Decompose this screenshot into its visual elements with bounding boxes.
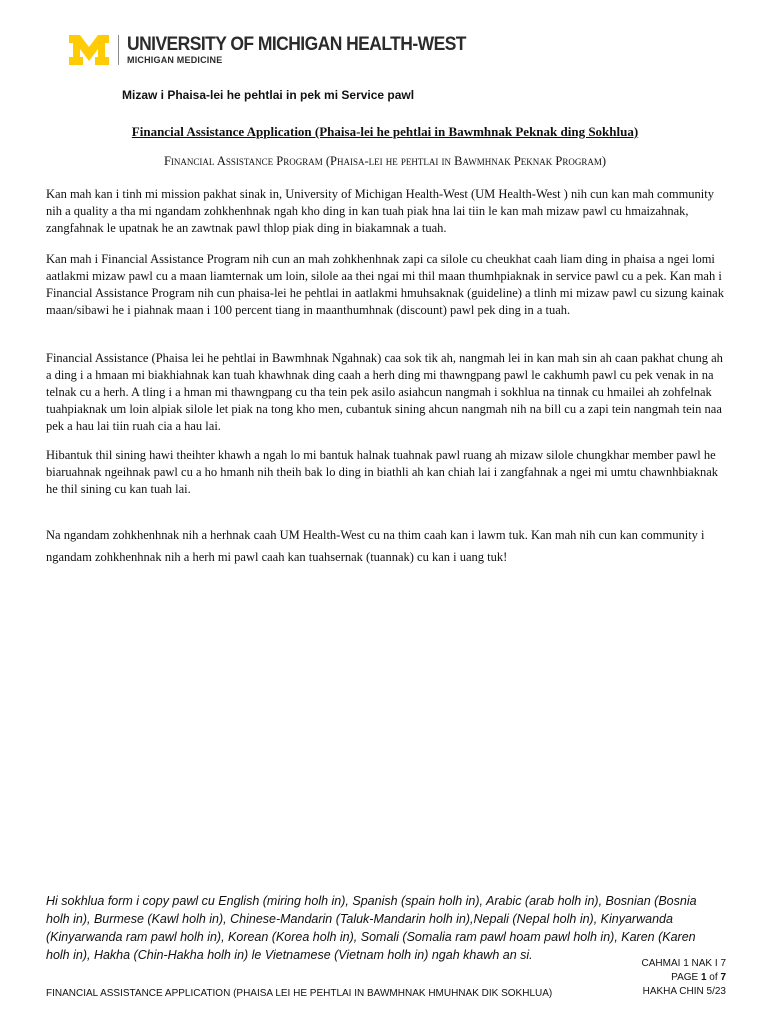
- logo-text: [127, 35, 495, 66]
- page-prefix: PAGE: [671, 972, 701, 983]
- university-logo: [68, 32, 495, 68]
- page-current: 1: [700, 972, 707, 983]
- block-m-logo-icon: [68, 34, 110, 66]
- footer-title: FINANCIAL ASSISTANCE APPLICATION (PHAISA LEI HE PEHTLAI IN BAWMHNAK HMUHNAK DIK SOKHLUA): [46, 988, 553, 999]
- page-total: 7: [720, 972, 726, 983]
- language-availability-note: Hi sokhlua form i copy pawl cu English (miring holh in), Spanish (spain holh in), Arabic (arab holh in), Bosnian (Bosnia holh in), Burmese (Kawl holh in), Chinese-Mandarin (Taluk-Mandarin holh in),Nepali (Nepal holh in), Kinyarwanda (Kinyarwanda ram pawl holh in), Korean (Korea holh in), Somali (Somalia ram pawl hoam pawl holh in), Karen (Karen holh in), Hakha (Chin-Hakha holh in) le Vietnamese (Vietnam holh in) ngah khawh an si.: [46, 894, 697, 962]
- paragraph-mission: Kan mah kan i tinh mi mission pakhat sinak in, University of Michigan Health-West (UM Health-West ) nih cun kan mah community nih a quality a tha mi ngandam zohkhenhnak ngah kho ding in kan tuah piak hna lai tiin le kan mah mizaw pawl cu hmaizahnak, zangfahnak le upatnak he an zawtnak pawl thlop piak ding in biakamnak a tuah.: [46, 187, 714, 235]
- document-title: Financial Assistance Application (Phaisa-lei he pehtlai in Bawmhnak Peknak ding Sokhlua): [131, 124, 639, 139]
- page-section-label: CAHMAI 1 NAK I 7: [641, 958, 726, 969]
- paragraph-program: Kan mah i Financial Assistance Program nih cun an mah zohkhenhnak zapi ca silole cu cheukhat caah liam ding in phaisa a ngei lomi aatlakmi mizaw pawl cu a maan liamternak um loin, silole aa thei ngai mi thil maan thumhpiaknak in service pawl cu a pek. Kan mah i Financial Assistance Program nih cun phaisa-lei he pehtlai in aatlakmi hmuhsaknak (guideline) a tlinh mi mizaw pawl cu sizung kainak maan/sibawi he i piahnak maan i 100 percent tiang in maanthumhnak (discount) pawl pek ding in a tuah.: [46, 252, 724, 317]
- document-subtitle: Financial Assistance Program (Phaisa-lei he pehtlai in Bawmhnak Peknak Program): [163, 154, 607, 168]
- service-heading: Mizaw i Phaisa-lei he pehtlai in pek mi Service pawl: [122, 88, 415, 102]
- paragraph-requirements: Financial Assistance (Phaisa lei he pehtlai in Bawmhnak Ngahnak) caa sok tik ah, nangmah lei in kan mah sin ah caan pakhat chung ah a ding i a hmaan mi biakhiahnak kan tuah khawhnak ding caah a herh ding mi thawngpang pawl le cakhumh pawl cu pek venak in na telnak cu a herh. A tling i a hman mi thawngpang cu tha tein pek asilo asiahcun nangmah i sokhlua na tinnak cu hmailei ah zohfelnak tuahpiaknak um loin alpiak silole let piak na tong kho men, cubantuk sining ahcun nangmah nih na bill cu a zapi tein nangmah tein naa pek a hau lai tiin ruah cia a hau lai.: [46, 351, 723, 433]
- paragraph-confidentiality: Hibantuk thil sining hawi theihter khawh a ngah lo mi bantuk halnak tuahnak pawl ruang ah mizaw silole chungkhar member pawl he biaruahnak ngeihnak pawl cu a ho hmanh nih theih bak lo ding in biathli ah kan chiah lai i zangfahnak a ngei mi umtu chawnhbiaknak he thil sining cu kan tuah lai.: [46, 448, 719, 496]
- paragraph-thanks: Na ngandam zohkhenhnak nih a herhnak caah UM Health-West cu na thim caah kan i lawm tuk. Kan mah nih cun kan community i ngandam zohkhenhnak nih a herh mi pawl caah kan tuahsernak (tuannak) cu kan i uang tuk!: [46, 528, 705, 564]
- logo-divider: [118, 35, 119, 65]
- logo-subtitle: MICHIGAN MEDICINE: [127, 54, 223, 65]
- logo-title: UNIVERSITY OF MICHIGAN HEALTH-WEST: [127, 33, 466, 55]
- page-number: [642, 971, 726, 985]
- form-version: HAKHA CHIN 5/23: [642, 986, 726, 997]
- page-mid: of: [706, 972, 721, 983]
- page-info: [642, 957, 726, 999]
